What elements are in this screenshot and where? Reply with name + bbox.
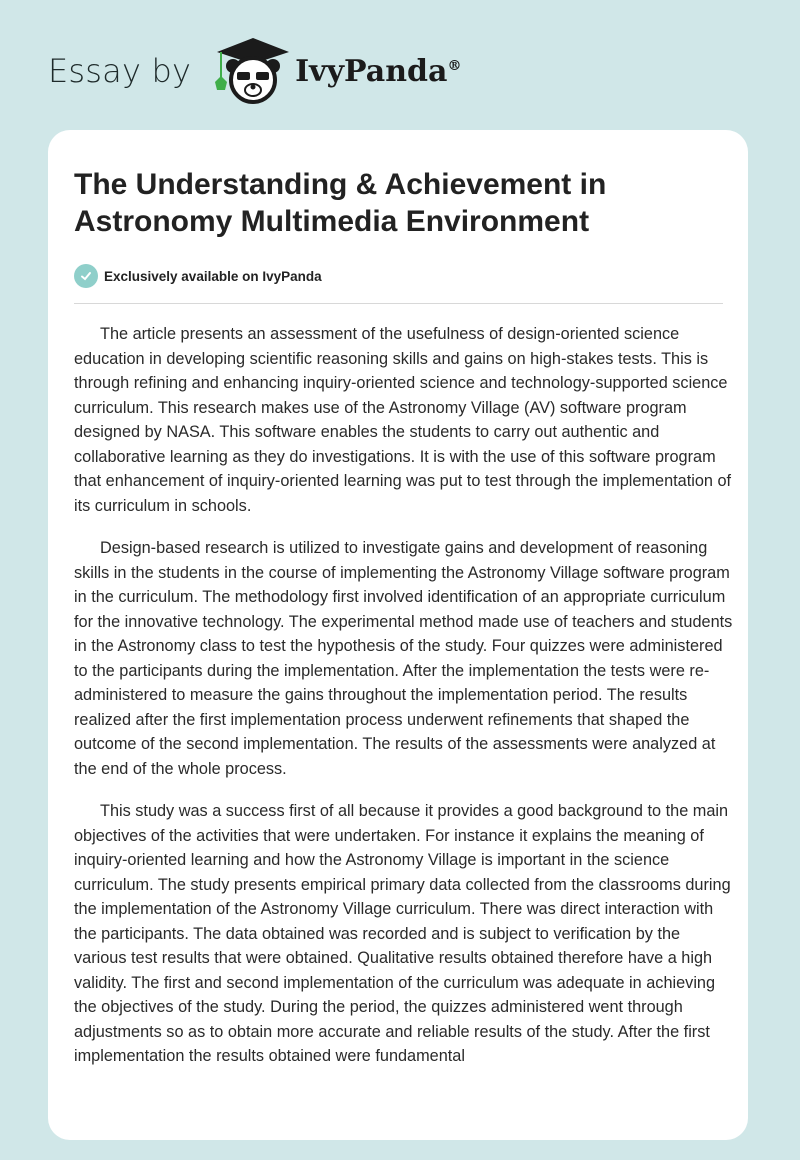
essay-body [74,322,734,1087]
badge-text: Exclusively available on IvyPanda [104,268,322,284]
registered-mark: ® [447,57,462,74]
paragraph: This study was a success first of all because it provides a good background to the main objectives of the activities that were undertaken. For instance it explains the meaning of inquiry-oriented learning and how the Astronomy Village is important in the science curriculum. The study presents empirical primary data collected from the classrooms during the implementation of the Astronomy Village curriculum. There was direct interaction with the participants. The data obtained was recorded and is subject to verification by the various test results that were obtained. Qualitative results obtained therefore have a high validity. The first and second implementation of the curriculum was adequate in achieving the objectives of the study. During the period, the quizzes administered went through adjustments so as to obtain more accurate and reliable results of the study. After the first implementation the results obtained were fundamental [74,802,731,1065]
paragraph: The article presents an assessment of the usefulness of design-oriented science education in developing scientific reasoning skills and gains on high-stakes tests. This is through refining and enhancing inquiry-oriented science and technology-supported science curriculum. This research makes use of the Astronomy Village (AV) software program designed by NASA. This software enables the students to carry out authentic and collaborative learning as they do investigations. It is with the use of this software program that enhancement of inquiry-oriented learning was put to test through the implementation of its curriculum in schools. [74,325,732,515]
essay-by-label: Essay by [48,52,192,90]
ivypanda-logo-icon[interactable] [209,36,293,106]
divider [74,303,723,304]
exclusive-badge [74,264,322,288]
site-header [48,36,461,106]
brand-text: IvyPanda [295,53,448,89]
essay-card [48,130,748,1140]
brand-name[interactable] [295,54,461,89]
essay-title: The Understanding & Achievement in Astronomy Multimedia Environment [74,168,607,238]
check-icon [74,264,98,288]
paragraph: Design-based research is utilized to investigate gains and development of reasoning skills in the students in the course of implementing the Astronomy Village software program in the curriculum. The methodology first involved identification of an appropriate curriculum for the innovative technology. The experimental method made use of teachers and students in the Astronomy class to test the hypothesis of the study. Four quizzes were administered to the participants during the implementation. After the implementation the tests were re-administered to measure the gains throughout the implementation period. The results realized after the first implementation process underwent refinements that shaped the outcome of the second implementation. The results of the assessments were analyzed at the end of the whole process. [74,539,733,778]
